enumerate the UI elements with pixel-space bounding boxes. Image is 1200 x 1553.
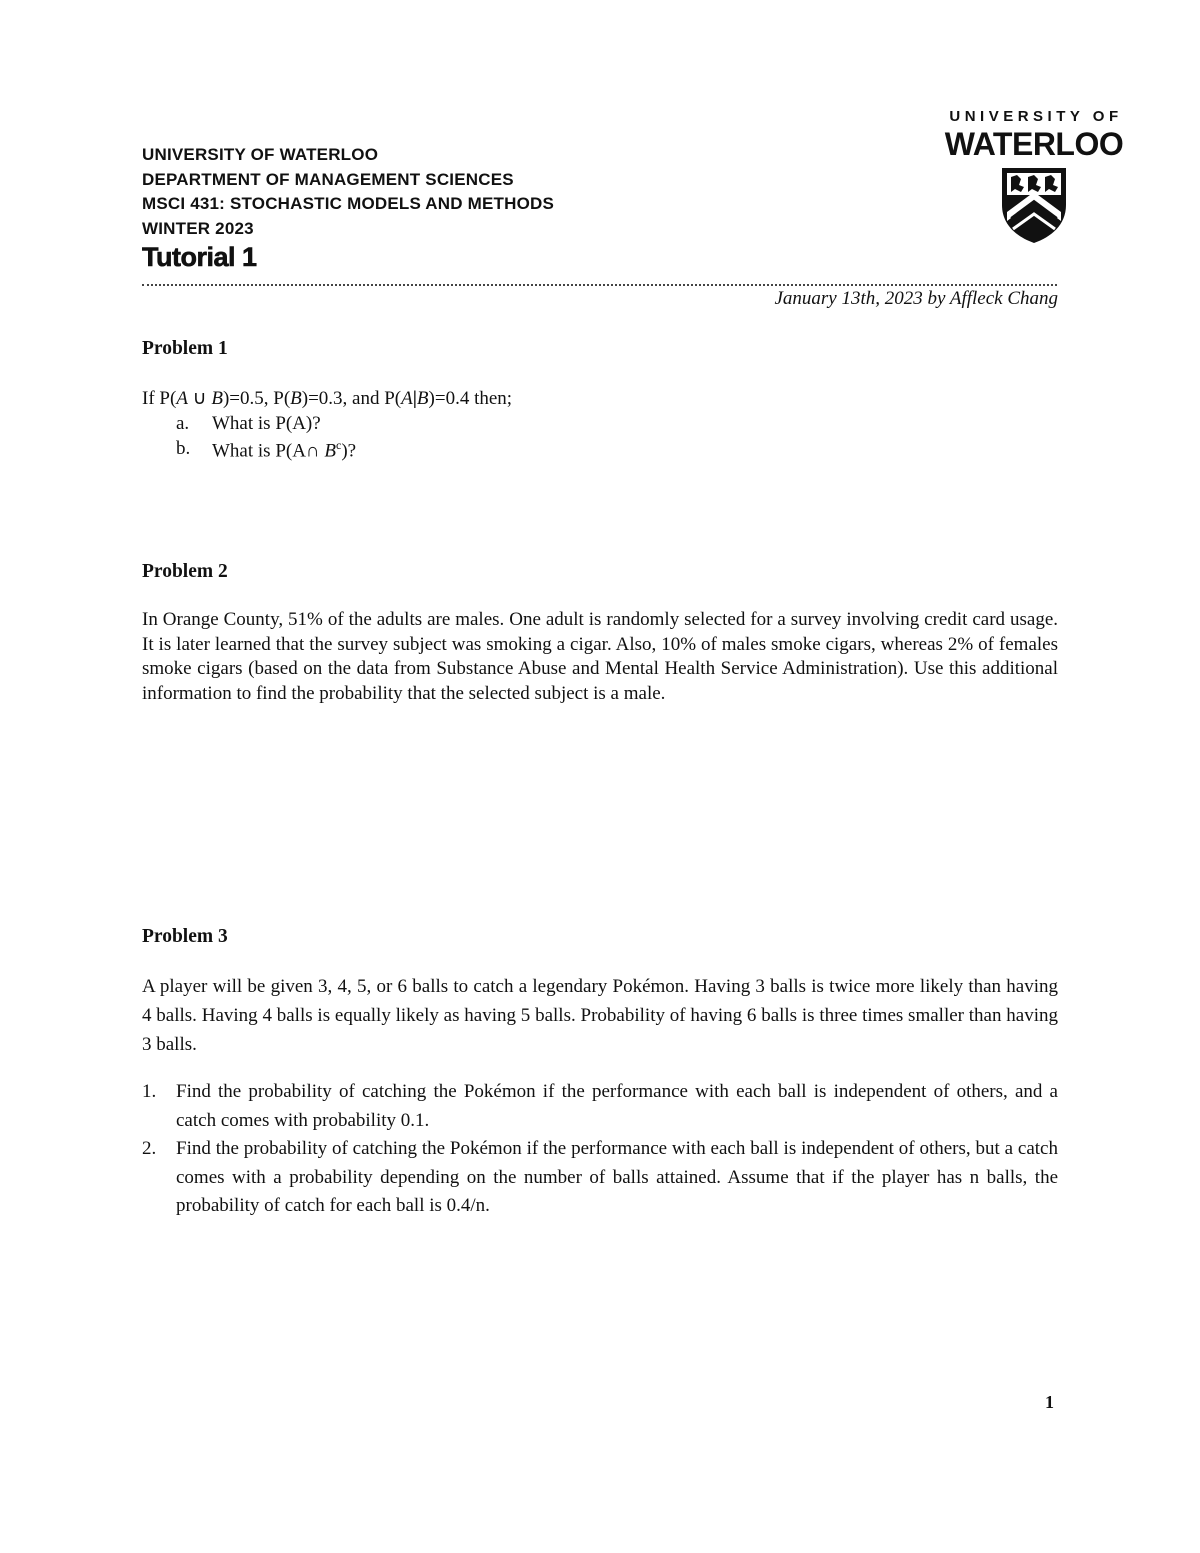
header-divider [142,284,1057,286]
list-marker: b. [176,438,191,459]
problem-2-heading: Problem 2 [142,561,228,582]
problem-1-heading: Problem 1 [142,338,228,359]
list-marker: 2. [142,1138,157,1159]
page-number: 1 [1045,1392,1054,1412]
document-header [142,143,554,241]
math-variable: A [176,388,188,409]
intro-text: ∪ [187,388,212,409]
intro-text: )=0.3, and P( [301,388,402,409]
question-text: Find the probability of catching the Pokémon if the performance with each ball is independent of others, but a catch comes with a probability depending on the number of balls attained. Assume that if the player has n balls, the probability of catch for each ball is 0.4/n. [176,1138,1058,1216]
problem-3-heading: Problem 3 [142,926,228,947]
problem-3-question-1 [142,1078,1058,1135]
intro-text: )=0.5, P( [222,388,291,409]
math-variable: B [416,388,429,409]
question-text: Find the probability of catching the Pokémon if the performance with each ball is independent of others, and a catch comes with probability 0.1. [176,1081,1058,1131]
problem-3-question-2 [142,1135,1058,1221]
header-course: MSCI 431: STOCHASTIC MODELS AND METHODS [142,194,555,213]
header-university: UNIVERSITY OF WATERLOO [142,145,379,164]
problem-1-question-a: What is P(A)? [212,413,321,434]
byline: January 13th, 2023 by Affleck Chang [774,288,1058,309]
math-variable: B [324,440,337,462]
logo-text-top: UNIVERSITY OF [949,108,1123,125]
intro-text: | [412,388,417,409]
problem-2-text: In Orange County, 51% of the adults are males. One adult is randomly selected for a survey involving credit card usage. It is later learned that the survey subject was smoking a cigar. Also, 10% of males smoke cigars, whereas 2% of females smoke cigars (based on the data from Substance Abuse and Mental Health Service Administration). Use this additional information to find the probability that the selected subject is a male. [142,609,1058,704]
problem-3-text: A player will be given 3, 4, 5, or 6 balls to catch a legendary Pokémon. Having 3 balls is twice more likely than having 4 balls. Having 4 balls is equally likely as having 5 balls. Probability of having 6 balls is three times smaller than having 3 balls. [142,976,1058,1055]
list-marker: 1. [142,1081,157,1102]
list-marker: a. [176,413,190,434]
problem-1-intro [142,387,512,410]
math-variable: B [290,388,302,409]
math-variable: B [211,388,223,409]
question-text: )? [341,440,357,462]
logo-text-main: WATERLOO [944,126,1124,162]
question-text: What is P(A∩ [212,440,325,462]
math-variable: A [401,388,413,409]
problem-1-question-b [212,438,356,462]
intro-text: If P( [142,388,177,409]
header-department: DEPARTMENT OF MANAGEMENT SCIENCES [142,169,514,189]
intro-text: )=0.4 then; [428,388,513,409]
header-term: WINTER 2023 [142,218,254,238]
complement-superscript: c [336,438,342,452]
crest-icon [999,165,1069,245]
page-title: Tutorial 1 [142,242,257,272]
university-logo [928,108,1140,248]
